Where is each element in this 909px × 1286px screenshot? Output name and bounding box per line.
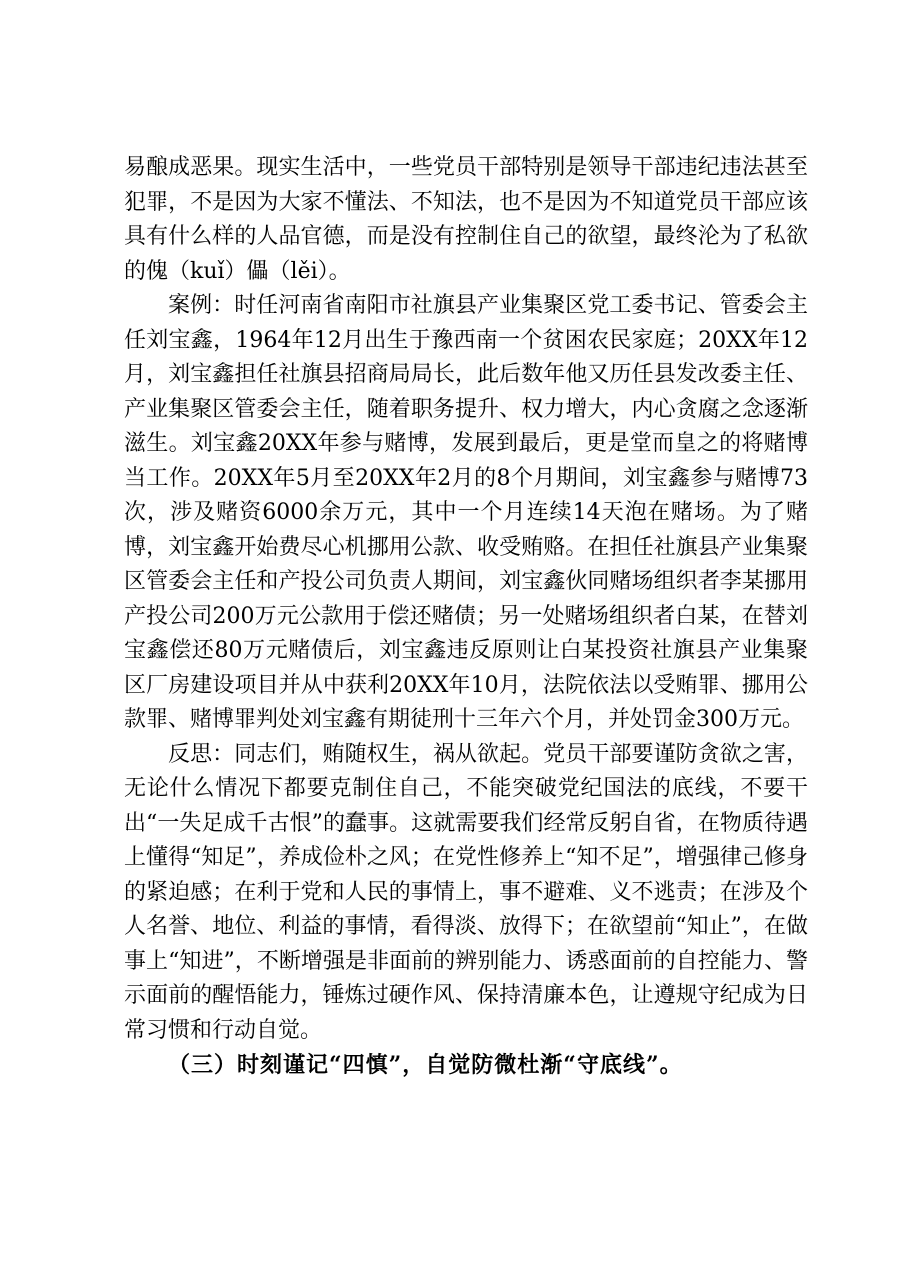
section-heading: （三）时刻谨记“四慎”，自觉防微杜渐“守底线”。 <box>168 1052 683 1078</box>
paragraph-reflection: 反思：同志们，贿随权生，祸从欲起。党员干部要谨防贪欲之害，无论什么情况下都要克制住自己，不能突破党纪国法的底线，不要干出“一失足成千古恨”的蠢事。这就需要我们经常反躬自省，在物质待遇上懂得“知足”，养成俭朴之风；在党性修养上“知不足”，增强律己修身的紧迫感；在利于党和人民的事情上，事不避难、义不逃责；在涉及个人名誉、地位、利益的事情，看得淡、放得下；在欲望前“知止”，在做事上“知进”，不断增强是非面前的辨别能力、诱惑面前的自控能力、警示面前的醒悟能力，锤炼过硬作风、保持清廉本色，让遵规守纪成为日常习惯和行动自觉。 <box>124 741 808 1043</box>
document-body <box>124 151 808 1083</box>
paragraph-intro: 易酿成恶果。现实生活中，一些党员干部特别是领导干部违纪违法甚至犯罪，不是因为大家不懂法、不知法，也不是因为不知道党员干部应该具有什么样的人品官德，而是没有控制住自己的欲望，最终沦为了私欲的傀（kuǐ）儡（lěi）。 <box>124 155 808 284</box>
paragraph-case: 案例：时任河南省南阳市社旗县产业集聚区党工委书记、管委会主任刘宝鑫，1964年12月出生于豫西南一个贫困农民家庭；20XX年12月，刘宝鑫担任社旗县招商局局长，此后数年他又历任县发改委主任、产业集聚区管委会主任，随着职务提升、权力增大，内心贪腐之念逐渐滋生。刘宝鑫20XX年参与赌博，发展到最后，更是堂而皇之的将赌博当工作。20XX年5月至20XX年2月的8个月期间，刘宝鑫参与赌博73次，涉及赌资6000余万元，其中一个月连续14天泡在赌场。为了赌博，刘宝鑫开始费尽心机挪用公款、收受贿赂。在担任社旗县产业集聚区管委会主任和产投公司负责人期间，刘宝鑫伙同赌场组织者李某挪用产投公司200万元公款用于偿还赌债；另一处赌场组织者白某，在替刘宝鑫偿还80万元赌债后，刘宝鑫违反原则让白某投资社旗县产业集聚区厂房建设项目并从中获利20XX年10月，法院依法以受贿罪、挪用公款罪、赌博罪判处刘宝鑫有期徒刑十三年六个月，并处罚金300万元。 <box>124 293 809 732</box>
